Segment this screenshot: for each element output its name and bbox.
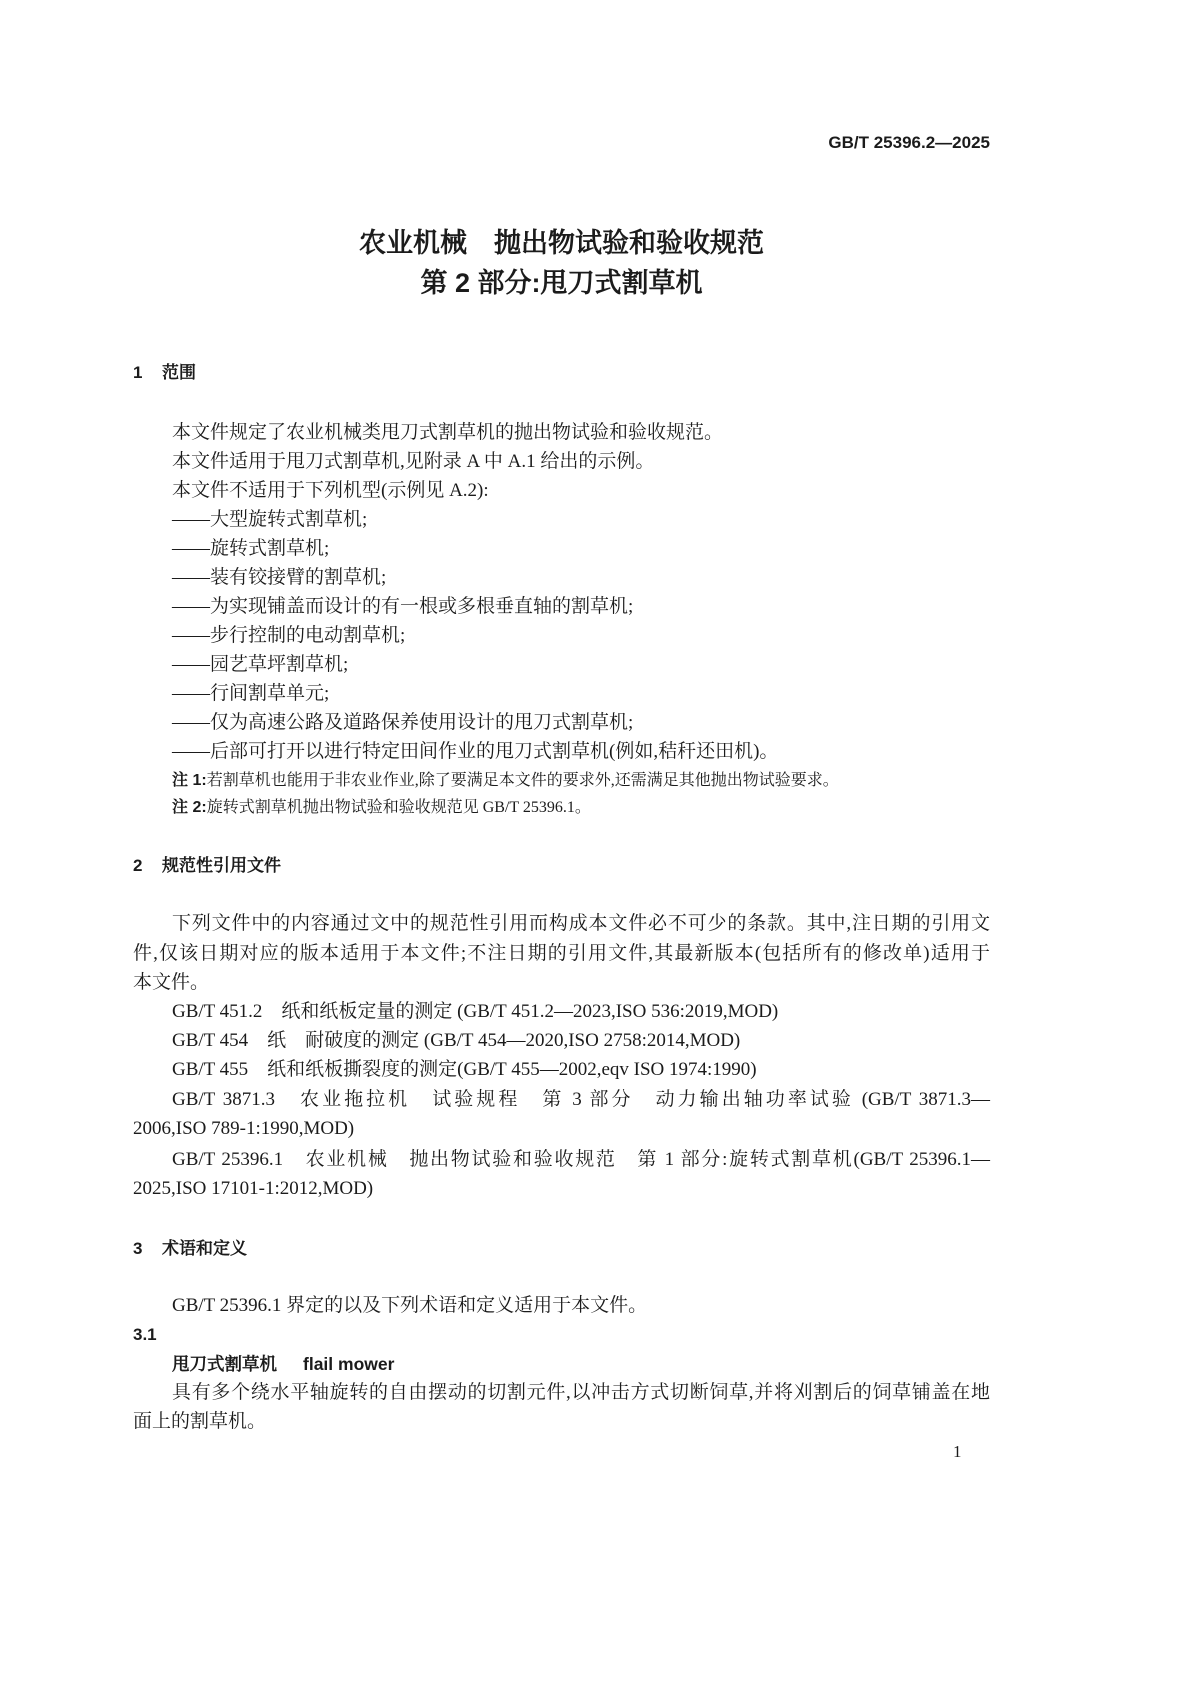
reference-entry-continuation: 2006,ISO 789-1:1990,MOD) [133,1118,355,1139]
exclusion-list-item: ——仅为高速公路及道路保养使用设计的甩刀式割草机; [172,712,634,733]
exclusion-list-item: ——行间割草单元; [172,683,330,704]
term-chinese: 甩刀式割草机 [172,1354,277,1374]
section-heading-scope [133,362,196,384]
section-number: 2 [133,856,143,875]
references-intro-line: 下列文件中的内容通过文中的规范性引用而构成本文件必不可少的条款。其中,注日期的引用文 [172,913,990,934]
exclusion-list-item: ——园艺草坪割草机; [172,654,349,675]
section-title: 范围 [162,363,196,382]
section-title: 规范性引用文件 [162,856,281,875]
references-intro-line: 件,仅该日期对应的版本适用于本文件;不注日期的引用文件,其最新版本(包括所有的修改单)适用于 [133,943,990,964]
section-number: 1 [133,363,143,382]
section-number: 3 [133,1239,143,1258]
reference-entry: GB/T 454 纸 耐破度的测定 (GB/T 454—2020,ISO 2758:2014,MOD) [172,1030,741,1051]
document-title-line2: 第 2 部分:甩刀式割草机 [420,268,703,298]
term-english: flail mower [303,1354,395,1374]
section-title: 术语和定义 [162,1239,247,1258]
exclusion-list-item: ——装有铰接臂的割草机; [172,567,387,588]
note-label: 注 1: [172,772,207,789]
document-title-line1: 农业机械 抛出物试验和验收规范 [359,228,764,258]
references-intro-line: 本文件。 [133,972,210,993]
terms-intro: GB/T 25396.1 界定的以及下列术语和定义适用于本文件。 [172,1295,648,1316]
exclusion-list-item: ——后部可打开以进行特定田间作业的甩刀式割草机(例如,秸秆还田机)。 [172,741,779,762]
standard-number-header: GB/T 25396.2—2025 [828,133,990,152]
reference-entry: GB/T 3871.3 农业拖拉机 试验规程 第 3 部分 动力输出轴功率试验 (GB/T 3871.3— [172,1089,990,1110]
note-label: 注 2: [172,799,207,816]
exclusion-list-item: ——步行控制的电动割草机; [172,625,406,646]
scope-paragraph: 本文件不适用于下列机型(示例见 A.2): [172,480,489,501]
reference-entry: GB/T 455 纸和纸板撕裂度的测定(GB/T 455—2002,eqv ISO 1974:1990) [172,1059,757,1080]
section-heading-normative-references [133,855,281,877]
scope-paragraph: 本文件规定了农业机械类甩刀式割草机的抛出物试验和验收规范。 [172,422,724,443]
reference-entry-continuation: 2025,ISO 17101-1:2012,MOD) [133,1178,374,1199]
exclusion-list-item: ——旋转式割草机; [172,538,330,559]
term-heading [172,1353,394,1375]
term-definition-line: 面上的割草机。 [133,1411,267,1432]
reference-entry: GB/T 451.2 纸和纸板定量的测定 (GB/T 451.2—2023,ISO 536:2019,MOD) [172,1001,779,1022]
note-text: 旋转式割草机抛出物试验和验收规范见 GB/T 25396.1。 [206,799,591,816]
reference-entry: GB/T 25396.1 农业机械 抛出物试验和验收规范 第 1 部分:旋转式割草机(GB/T 25396.1— [172,1149,990,1170]
note [172,771,839,791]
section-heading-terms-definitions [133,1238,247,1260]
term-number: 3.1 [133,1325,157,1344]
note [172,798,591,818]
exclusion-list-item: ——大型旋转式割草机; [172,509,368,530]
exclusion-list-item: ——为实现铺盖而设计的有一根或多根垂直轴的割草机; [172,596,634,617]
page-number: 1 [953,1442,962,1461]
scope-paragraph: 本文件适用于甩刀式割草机,见附录 A 中 A.1 给出的示例。 [172,451,655,472]
note-text: 若割草机也能用于非农业作业,除了要满足本文件的要求外,还需满足其他抛出物试验要求。 [206,772,839,789]
term-definition-line: 具有多个绕水平轴旋转的自由摆动的切割元件,以冲击方式切断饲草,并将刈割后的饲草铺盖在地 [172,1382,990,1403]
